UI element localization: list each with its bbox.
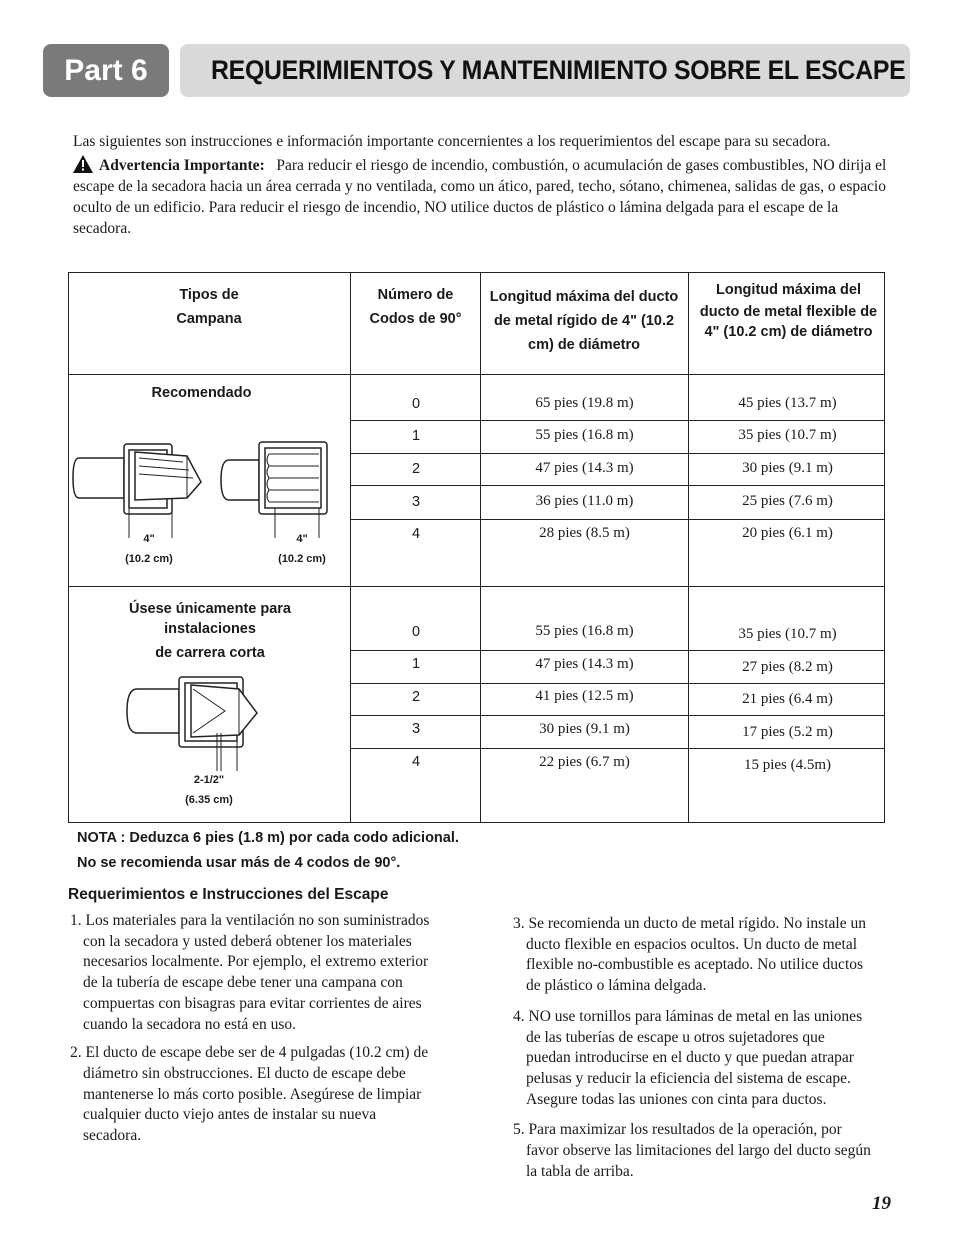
rigid-cell: 36 pies (11.0 m) [535,493,634,509]
label-text: instalaciones [164,621,256,637]
elbows-cell: 2 [411,461,421,477]
section-short-run-label [99,599,321,663]
dimension-label: (10.2 cm) [125,553,173,565]
rigid-cell: 28 pies (8.5 m) [539,525,630,541]
rigid-cell: 30 pies (9.1 m) [539,721,630,737]
header-text: Tipos de [179,287,239,303]
elbows-cell: 1 [411,428,421,444]
header-elbows [351,283,480,331]
flex-cell: 35 pies (10.7 m) [738,427,837,443]
header-rigid-length: Longitud máxima del ducto de metal rígido de 4" (10.2 cm) de diámetro [489,289,679,353]
header-text: Codos de 90° [369,311,462,327]
elbows-cell: 2 [411,689,421,705]
flex-cell: 15 pies (4.5m) [743,757,832,773]
dimension-label: (6.35 cm) [185,794,233,806]
warning-text: Para reducir el riesgo de incendio, combustión, o acumulación de gases combustibles, NO dirija el escape de la secadora hacia un área cerrada y no ventilada, como un ático, pared, techo, sótano, chimenea, salidas de gas, o espacio oculto de un edificio. Para reducir el riesgo de incendio, NO utilice ductos de plástico o lámina delgada para el escape de la secadora. [73,157,887,237]
elbows-cell: 0 [411,624,421,640]
elbows-cell: 1 [411,656,421,672]
table-divider [480,273,481,822]
recommended-hood-illustration [69,438,344,538]
note-deduct: NOTA : Deduzca 6 pies (1.8 m) por cada codo adicional. [77,830,459,846]
instructions-column-right [513,914,873,1192]
list-item: 4. NO use tornillos para láminas de metal en las uniones de las tuberías de escape u otros sujetadores que puedan introducirse en el ducto y que puedan atrapar pelusas y reducir la eficiencia del sistema de escape. Asegure todas las uniones con cinta para ductos. [513,1007,863,1108]
rigid-cell: 41 pies (12.5 m) [535,688,634,704]
table-divider [350,273,351,822]
rigid-cell: 65 pies (19.8 m) [535,395,634,411]
warning-label: Advertencia Importante: [99,157,265,174]
flex-cell: 45 pies (13.7 m) [738,395,837,411]
list-item: 5. Para maximizar los resultados de la operación, por favor observe las limitaciones del largo del ducto según la tabla de arriba. [513,1121,871,1180]
note-max-elbows: No se recomienda usar más de 4 codos de 90°. [77,855,401,871]
dimension-label: 2-1/2" [193,774,225,786]
part-label: Part 6 [43,44,169,97]
short-run-hood-illustration [121,673,271,773]
header-text: Número de [377,287,454,303]
dimension-label: 4" [143,533,155,545]
table-divider [350,715,884,716]
table-divider [350,650,884,651]
instructions-column-left [70,911,435,1157]
dimension-label: (10.2 cm) [278,553,326,565]
table-divider [350,485,884,486]
flex-cell: 20 pies (6.1 m) [742,525,833,541]
header-text: ducto de metal flexible de 4" (10.2 cm) de diámetro [699,304,878,340]
table-divider [69,374,884,375]
rigid-cell: 47 pies (14.3 m) [535,656,634,672]
title-bar [180,44,910,97]
page-title: REQUERIMIENTOS Y MANTENIMIENTO SOBRE EL ESCAPE [211,55,906,85]
warning-paragraph [73,155,888,239]
label-text: de carrera corta [155,645,265,661]
flex-cell: 35 pies (10.7 m) [738,626,837,642]
table-divider [350,420,884,421]
flex-cell: 25 pies (7.6 m) [742,493,833,509]
list-item: 1. Los materiales para la ventilación no son suministrados con la secadora y usted deberá obtener los materiales necesarios localmente. Por ejemplo, el extremo exterior de la tubería de escape debe tener una campana con compuertas con bisagras para evitar corrientes de aires cuando la secadora no está en uso. [70,912,430,1033]
header-flex-length [691,278,886,342]
elbows-cell: 0 [411,396,421,412]
header-text: Campana [176,311,242,327]
rigid-cell: 55 pies (16.8 m) [535,427,634,443]
table-divider [350,748,884,749]
warning-icon [73,155,93,173]
elbows-cell: 4 [411,526,421,542]
table-divider [350,683,884,684]
intro-text [73,131,888,239]
rigid-cell: 47 pies (14.3 m) [535,460,634,476]
table-divider [69,586,884,587]
table-divider [350,519,884,520]
rigid-cell: 22 pies (6.7 m) [539,754,630,770]
label-text: Úsese únicamente para [129,601,291,617]
section-recommended-label: Recomendado [151,385,252,401]
vent-length-table [68,272,885,823]
list-item: 3. Se recomienda un ducto de metal rígido. No instale un ducto flexible en espacios ocultos. Un ducto de metal flexible no-combustible es aceptado. No utilice ductos de plástico o lámina delgada. [513,915,866,995]
list-item: 2. El ducto de escape debe ser de 4 pulgadas (10.2 cm) de diámetro sin obstrucciones. El ducto de escape debe mantenerse lo más corto posible. Asegúrese de limpiar cualquier ducto viejo antes de instalar su nueva secadora. [70,1044,429,1145]
table-divider [350,453,884,454]
dimension-label: 4" [296,533,308,545]
elbows-cell: 3 [411,494,421,510]
page-number: 19 [872,1193,891,1214]
intro-line: Las siguientes son instrucciones e información importante concernientes a los requerimientos del escape para su secadora. [73,133,831,150]
flex-cell: 27 pies (8.2 m) [742,659,833,675]
elbows-cell: 4 [411,754,421,770]
flex-cell: 30 pies (9.1 m) [742,460,833,476]
header-text: Longitud máxima del [715,282,861,298]
elbows-cell: 3 [411,721,421,737]
rigid-cell: 55 pies (16.8 m) [535,623,634,639]
header-hood-type [124,283,294,331]
section-title: Requerimientos e Instrucciones del Escape [68,886,389,903]
flex-cell: 17 pies (5.2 m) [742,724,833,740]
flex-cell: 21 pies (6.4 m) [742,691,833,707]
